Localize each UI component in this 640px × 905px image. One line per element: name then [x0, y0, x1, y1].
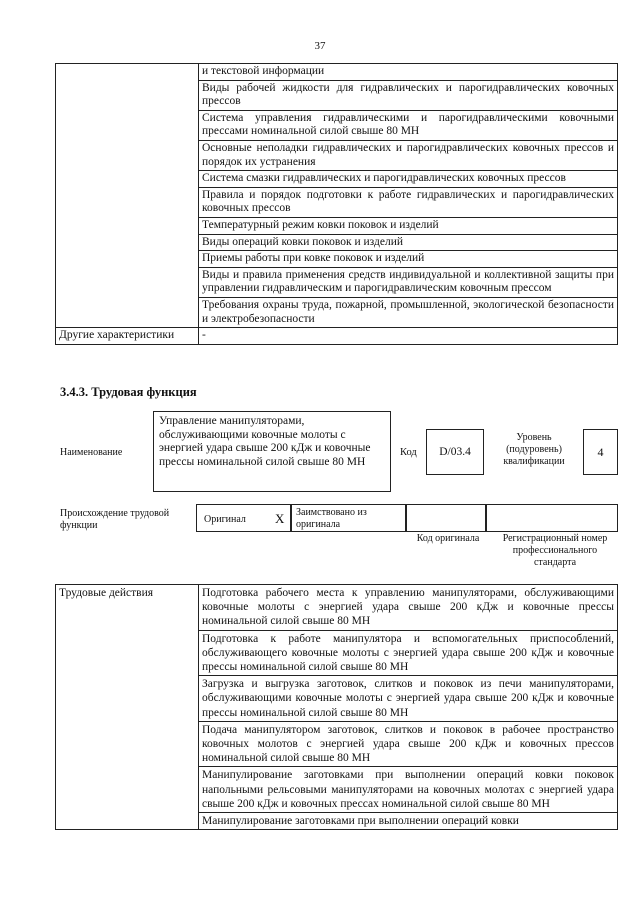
row-value: Правила и порядок подготовки к работе гидравлических и парогидравлических ковочных прессов — [199, 187, 618, 217]
row-value: Основные неполадки гидравлических и парогидравлических ковочных прессов и порядок их устранения — [199, 140, 618, 170]
borrowed-cell — [291, 504, 406, 532]
reg-number-label: Регистрационный номер профессионального стандарта — [502, 533, 608, 568]
code-original-cell — [406, 504, 486, 532]
level-label: Уровень (подуровень) квалификации — [503, 432, 565, 467]
labor-action: Подготовка рабочего места к управлению манипуляторами, обслуживающими ковочные молоты с энергией удара свыше 200 кДж и ковочные прессы номинальной силой свыше 80 МН — [199, 585, 618, 631]
original-mark: X — [275, 511, 285, 526]
row-value: - — [199, 328, 618, 345]
row-value: Виды операций ковки поковок и изделий — [199, 234, 618, 251]
original-label: Оригинал — [204, 514, 246, 525]
reg-number-cell — [486, 504, 618, 532]
row-label: Другие характеристики — [56, 328, 199, 345]
row-value: Система управления гидравлическими и парогидравлическими ковочными прессами номинальной силой свыше 80 МН — [199, 110, 618, 140]
page-number: 37 — [314, 40, 326, 52]
code-original-label: Код оригинала — [416, 533, 480, 544]
row-value: Приемы работы при ковке поковок и изделий — [199, 251, 618, 268]
labor-action: Загрузка и выгрузка заготовок, слитков и поковок из печи манипуляторами, обслуживающими ковочные молоты с энергией удара свыше 200 кДж и ковочные прессы номинальной силой свыше 80 МН — [199, 676, 618, 722]
labor-action: Манипулирование заготовками при выполнении операций ковки — [199, 813, 618, 830]
row-value: Виды рабочей жидкости для гидравлических и парогидравлических ковочных прессов — [199, 80, 618, 110]
labor-action: Подача манипулятором заготовок, слитков и поковок в рабочее пространство ковочных молотов с энергией удара свыше 200 кДж и ковочных прессов номинальной силой свыше 80 МН — [199, 721, 618, 767]
row-label — [56, 64, 199, 328]
row-value: и текстовой информации — [199, 64, 618, 81]
labor-action: Манипулирование заготовками при выполнении операций ковки поковок напольными рельсовыми манипуляторами на ковочных молотах с энергией удара свыше 200 кДж и ковочных прессах номинальной силой свыше 80 МН — [199, 767, 618, 813]
code-label: Код — [400, 447, 417, 458]
function-code: D/03.4 — [426, 429, 484, 475]
section-heading: 3.4.3. Трудовая функция — [60, 385, 197, 399]
table-row — [56, 328, 618, 345]
original-cell — [196, 504, 291, 532]
origin-row — [196, 504, 618, 532]
qualification-level: 4 — [583, 429, 618, 475]
borrowed-label: Заимствовано из оригинала — [296, 507, 367, 530]
name-label: Наименование — [60, 447, 123, 458]
labor-action: Подготовка к работе манипулятора и вспомогательных приспособлений, обслуживающего ковочные молоты с энергией удара свыше 200 кДж и ковочные прессы номинальной силой свыше 80 МН — [199, 630, 618, 676]
row-value: Температурный режим ковки поковок и изделий — [199, 217, 618, 234]
knowledge-table — [55, 63, 618, 345]
labor-actions-table — [55, 584, 618, 830]
table-row — [56, 64, 618, 81]
function-name: Управление манипуляторами, обслуживающими ковочные молоты с энергией удара свыше 200 кДж и ковочные прессы номинальной силой свыше 80 МН — [153, 411, 391, 492]
row-value: Виды и правила применения средств индивидуальной и коллективной защиты при управлении гидравлическим и парогидравлическим ковочным прессом — [199, 267, 618, 297]
labor-actions-label: Трудовые действия — [56, 585, 199, 830]
table-row — [56, 585, 618, 631]
row-value: Требования охраны труда, пожарной, промышленной, экологической безопасности и электробезопасности — [199, 297, 618, 327]
origin-label: Происхождение трудовой функции — [60, 508, 170, 531]
row-value: Система смазки гидравлических и парогидравлических ковочных прессов — [199, 171, 618, 188]
